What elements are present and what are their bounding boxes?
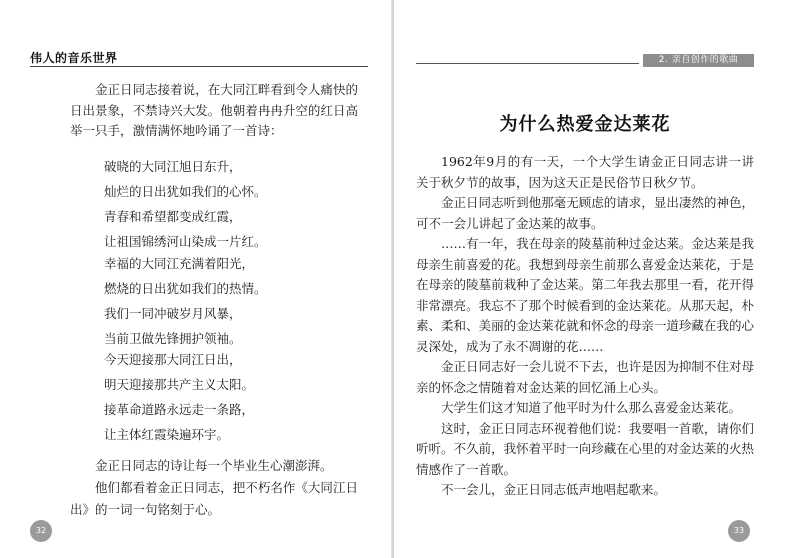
outro-paragraph: 金正日同志的诗让每一个毕业生心潮澎湃。 (95, 458, 333, 473)
poem-line: 破晓的大同江旭日东升， (104, 159, 242, 174)
left-page (0, 0, 393, 558)
body-paragraph: 金正日同志听到他那毫无顾虑的请求，显出凄然的神色，可不一会儿讲起了金达莱的故事。 (416, 195, 754, 231)
body-paragraph: 金正日同志好一会儿说不下去，也许是因为抑制不住对母亲的怀念之情随着对金达莱的回忆涌上心头。 (416, 359, 754, 395)
chapter-title: 为什么热爱金达莱花 (499, 114, 671, 135)
poem-line: 让主体红霞染遍环宇。 (104, 427, 230, 442)
poem-line: 灿烂的日出犹如我们的心怀。 (104, 184, 267, 199)
poem-stanza-3 (104, 347, 344, 447)
poem-line: 我们一同冲破岁月风暴， (104, 306, 242, 321)
body-paragraph: ……有一年，我在母亲的陵墓前种过金达莱。金达莱是我母亲生前喜爱的花。我想到母亲生前那么喜爱金达莱花，于是在母亲的陵墓前栽种了金达莱。第二年我去那里一看，花开得非常漂亮。我忘不了那个时候看到的金达莱花。从那天起，朴素、柔和、美丽的金达莱花就和怀念的母亲一道珍藏在我的心灵深处，成为了永不凋谢的花…… (416, 236, 754, 354)
poem-line: 青春和希望都变成红霞， (104, 209, 242, 224)
poem-line: 今天迎接那大同江日出， (104, 352, 242, 367)
left-running-head: 伟人的音乐世界 (30, 51, 118, 65)
right-running-head: 2. 亲自创作的歌曲 (643, 54, 754, 67)
left-intro-text (70, 80, 358, 142)
body-paragraph: 大学生们这才知道了他平时为什么那么喜爱金达莱花。 (441, 400, 742, 415)
poem-line: 明天迎接那共产主义太阳。 (104, 377, 255, 392)
right-page-number: 33 (728, 520, 750, 542)
right-page (394, 0, 787, 558)
left-header-rule (30, 66, 368, 67)
body-paragraph: 这时，金正日同志环视着他们说：我要唱一首歌，请你们听听。不久前，我怀着平时一向珍藏在心里的对金达莱的火热情感作了一首歌。 (416, 420, 754, 477)
poem-stanza-1 (104, 154, 344, 254)
poem-stanza-2 (104, 251, 344, 351)
body-paragraph: 不一会儿，金正日同志低声地唱起歌来。 (441, 482, 667, 497)
poem-line: 接革命道路永远走一条路， (104, 402, 255, 417)
outro-paragraph: 他们都看着金正日同志，把不朽名作《大同江日出》的一词一句铭刻于心。 (70, 480, 358, 517)
intro-paragraph: 金正日同志接着说，在大同江畔看到令人痛快的日出景象，不禁诗兴大发。他朝着冉冉升空的红日高举一只手，激情满怀地吟诵了一首诗： (70, 82, 358, 138)
poem-line: 幸福的大同江充满着阳光， (104, 256, 255, 271)
right-body-text (416, 152, 754, 501)
poem-line: 让祖国锦绣河山染成一片红。 (104, 234, 267, 249)
poem-line: 燃烧的日出犹如我们的热情。 (104, 281, 267, 296)
right-header-rule (416, 63, 639, 64)
left-outro-text (70, 455, 358, 521)
body-paragraph: 1962年9月的有一天，一个大学生请金正日同志讲一讲关于秋夕节的故事，因为这天正是民俗节日秋夕节。 (416, 154, 754, 190)
poem-line: 当前卫做先锋拥护领袖。 (104, 331, 242, 346)
left-page-number: 32 (30, 520, 52, 542)
